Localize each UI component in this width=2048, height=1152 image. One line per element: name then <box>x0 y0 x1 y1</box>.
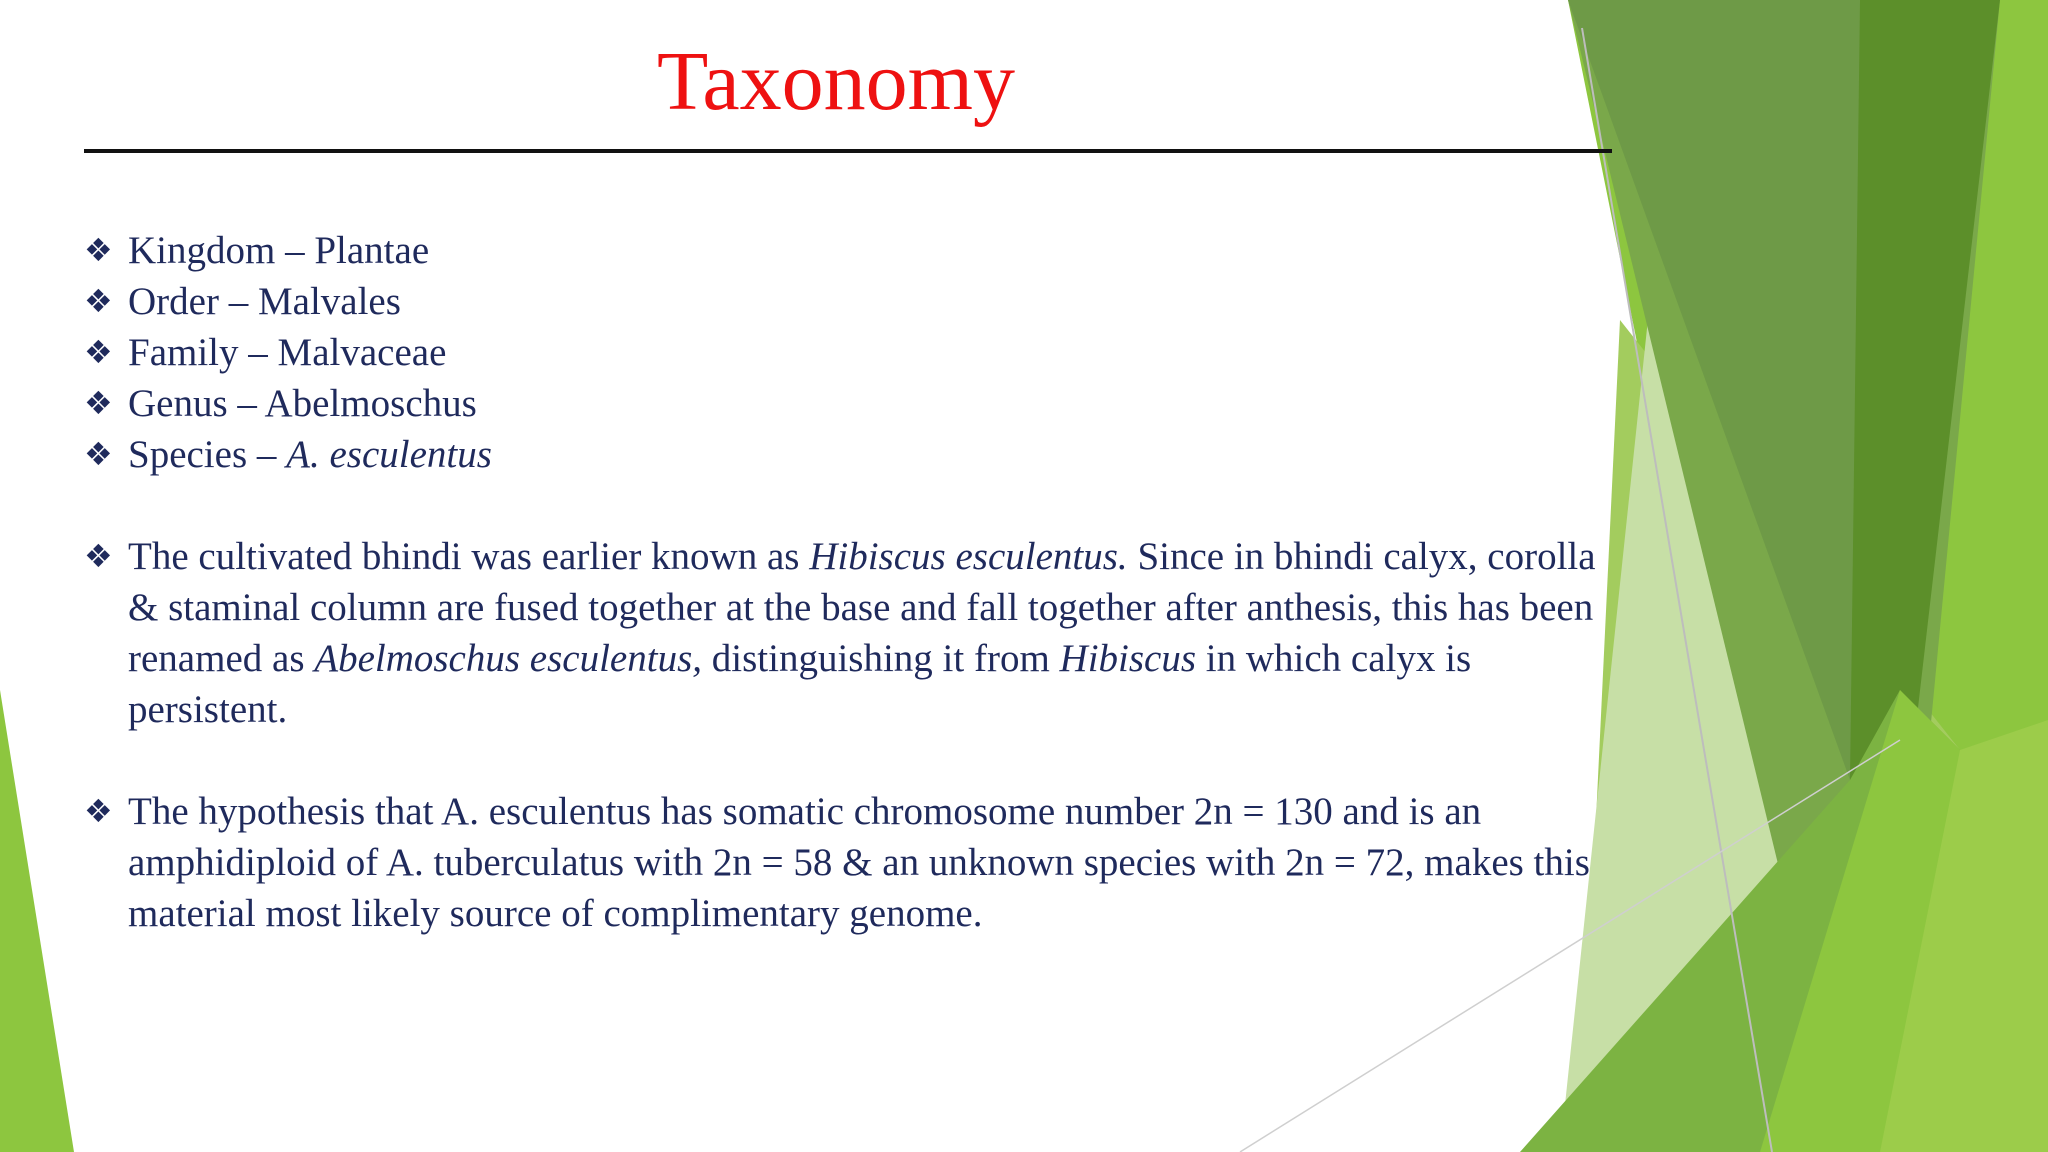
slide-title: Taxonomy <box>656 35 1016 128</box>
taxonomy-item-species <box>84 429 1614 480</box>
taxonomy-item-genus <box>84 378 1614 429</box>
paragraph-hypothesis <box>84 786 1614 939</box>
rank-label: Order – <box>128 280 258 323</box>
taxonomy-item-order <box>84 276 1614 327</box>
paragraph-italic: Hibiscus <box>1059 637 1197 680</box>
rank-label: Family – <box>128 331 278 374</box>
four-diamond-bullet-icon: ❖ <box>84 435 113 473</box>
paragraph-text: distinguishing it from <box>702 637 1060 680</box>
rank-label: Kingdom – <box>128 229 315 272</box>
rank-value-italic: A. esculentus <box>286 433 492 476</box>
paragraph-text: Since in bhindi calyx, corolla & staminal column are fused together at the base and fall together after anthesis, this has been renamed as <box>128 535 1596 680</box>
rank-label: Genus – <box>128 382 265 425</box>
paragraph-nomenclature <box>84 531 1614 735</box>
paragraph-text: The cultivated bhindi was earlier known as <box>128 535 810 578</box>
taxonomy-item-family <box>84 327 1614 378</box>
rank-value: Malvales <box>257 280 401 323</box>
paragraph-text: in which calyx is persistent. <box>128 637 1472 731</box>
rank-value: Plantae <box>314 229 430 272</box>
four-diamond-bullet-icon: ❖ <box>84 792 113 830</box>
title-underline <box>84 149 1612 153</box>
four-diamond-bullet-icon: ❖ <box>84 537 113 575</box>
four-diamond-bullet-icon: ❖ <box>84 282 113 320</box>
four-diamond-bullet-icon: ❖ <box>84 333 113 371</box>
four-diamond-bullet-icon: ❖ <box>84 384 113 422</box>
paragraph-italic: Abelmoschus esculentus, <box>314 637 703 680</box>
taxonomy-item-kingdom <box>84 225 1614 276</box>
slide-content <box>84 225 1614 939</box>
rank-value: Malvaceae <box>277 331 447 374</box>
rank-label: Species – <box>128 433 287 476</box>
four-diamond-bullet-icon: ❖ <box>84 231 113 269</box>
paragraph-text: The hypothesis that A. esculentus has somatic chromosome number 2n = 130 and is an amphidiploid of A. tuberculatus with 2n = 58 & an unknown species with 2n = 72, makes this material most likely source of complimentary genome. <box>128 790 1590 935</box>
paragraph-italic: Hibiscus esculentus. <box>809 535 1128 578</box>
rank-value: Abelmoschus <box>264 382 477 425</box>
spacer <box>84 735 1614 786</box>
spacer <box>84 480 1614 531</box>
